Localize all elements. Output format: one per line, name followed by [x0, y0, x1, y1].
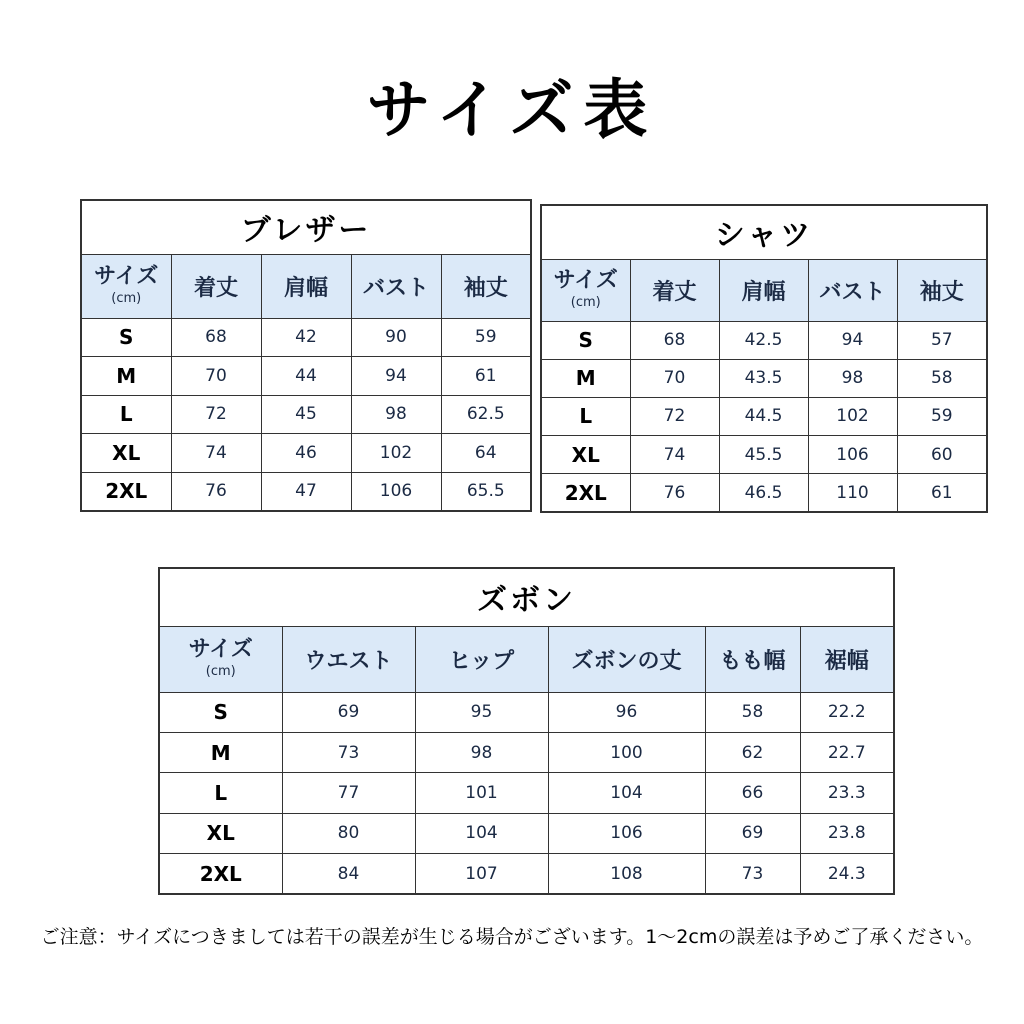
table-cell: 69 [282, 692, 415, 732]
size-label: 2XL [541, 474, 630, 512]
table-cell: 45 [261, 395, 351, 434]
table-cell: 74 [630, 436, 719, 474]
table-cell: 69 [705, 813, 800, 853]
table-row [81, 318, 531, 357]
column-header: ウエスト [282, 626, 415, 692]
shirt-table-title: シャツ [541, 205, 987, 259]
table-cell: 66 [705, 773, 800, 813]
table-row [541, 359, 987, 397]
blazer-size-header [81, 254, 171, 318]
size-label: S [81, 318, 171, 357]
table-cell: 101 [415, 773, 548, 813]
table-row [159, 854, 894, 894]
table-cell: 70 [630, 359, 719, 397]
table-cell: 43.5 [719, 359, 808, 397]
shirt-size-table [540, 204, 988, 513]
table-cell: 59 [441, 318, 531, 357]
table-cell: 65.5 [441, 472, 531, 511]
table-cell: 76 [630, 474, 719, 512]
table-cell: 104 [415, 813, 548, 853]
table-row [159, 813, 894, 853]
size-label: L [81, 395, 171, 434]
table-cell: 74 [171, 434, 261, 473]
table-row [81, 395, 531, 434]
table-cell: 47 [261, 472, 351, 511]
table-cell: 96 [548, 692, 705, 732]
blazer-table-title: ブレザー [81, 200, 531, 254]
table-cell: 62.5 [441, 395, 531, 434]
table-cell: 73 [282, 732, 415, 772]
table-cell: 106 [548, 813, 705, 853]
table-cell: 72 [171, 395, 261, 434]
table-cell: 76 [171, 472, 261, 511]
table-cell: 44.5 [719, 397, 808, 435]
table-cell: 23.8 [800, 813, 894, 853]
table-cell: 100 [548, 732, 705, 772]
table-cell: 90 [351, 318, 441, 357]
table-cell: 62 [705, 732, 800, 772]
blazer-size-table [80, 199, 532, 512]
size-label: S [159, 692, 282, 732]
pants-size-table [158, 567, 895, 895]
table-cell: 106 [351, 472, 441, 511]
unit-label: (cm) [570, 295, 601, 310]
table-cell: 73 [705, 854, 800, 894]
table-cell: 22.2 [800, 692, 894, 732]
column-header: バスト [351, 254, 441, 318]
column-header: 着丈 [171, 254, 261, 318]
table-cell: 58 [705, 692, 800, 732]
size-label: XL [159, 813, 282, 853]
size-label: M [159, 732, 282, 772]
table-cell: 60 [897, 436, 987, 474]
table-row [159, 773, 894, 813]
table-cell: 77 [282, 773, 415, 813]
table-cell: 58 [897, 359, 987, 397]
table-cell: 102 [351, 434, 441, 473]
table-cell: 72 [630, 397, 719, 435]
column-header: 着丈 [630, 259, 719, 321]
table-cell: 94 [351, 357, 441, 396]
table-cell: 24.3 [800, 854, 894, 894]
table-cell: 45.5 [719, 436, 808, 474]
size-label: XL [541, 436, 630, 474]
size-label: 2XL [81, 472, 171, 511]
table-cell: 70 [171, 357, 261, 396]
table-cell: 68 [630, 321, 719, 359]
column-header: 肩幅 [719, 259, 808, 321]
table-cell: 98 [808, 359, 897, 397]
size-label: 2XL [159, 854, 282, 894]
column-header: 袖丈 [441, 254, 531, 318]
column-header: ヒップ [415, 626, 548, 692]
table-cell: 95 [415, 692, 548, 732]
size-label: S [541, 321, 630, 359]
table-cell: 22.7 [800, 732, 894, 772]
table-row [81, 472, 531, 511]
size-label: M [81, 357, 171, 396]
pants-table-title: ズボン [159, 568, 894, 626]
table-cell: 84 [282, 854, 415, 894]
column-header: 裾幅 [800, 626, 894, 692]
unit-label: (cm) [205, 664, 236, 679]
column-header: バスト [808, 259, 897, 321]
table-cell: 46.5 [719, 474, 808, 512]
column-header: 肩幅 [261, 254, 351, 318]
table-cell: 104 [548, 773, 705, 813]
table-cell: 61 [897, 474, 987, 512]
table-cell: 64 [441, 434, 531, 473]
column-header: ズボンの丈 [548, 626, 705, 692]
table-cell: 107 [415, 854, 548, 894]
table-cell: 98 [415, 732, 548, 772]
size-label: XL [81, 434, 171, 473]
size-label: M [541, 359, 630, 397]
table-cell: 102 [808, 397, 897, 435]
table-cell: 108 [548, 854, 705, 894]
size-note: ご注意：サイズにつきましては若干の誤差が生じる場合がございます。1〜2cmの誤差は予めご了承ください。 [40, 926, 984, 948]
table-cell: 106 [808, 436, 897, 474]
table-row [159, 692, 894, 732]
size-header-label: サイズ [94, 264, 159, 289]
table-cell: 59 [897, 397, 987, 435]
table-row [541, 397, 987, 435]
table-cell: 42 [261, 318, 351, 357]
size-header-label: サイズ [188, 637, 253, 662]
table-row [541, 321, 987, 359]
table-row [541, 436, 987, 474]
table-cell: 44 [261, 357, 351, 396]
table-cell: 94 [808, 321, 897, 359]
table-cell: 61 [441, 357, 531, 396]
column-header: もも幅 [705, 626, 800, 692]
size-label: L [159, 773, 282, 813]
size-header-label: サイズ [553, 268, 618, 293]
table-cell: 98 [351, 395, 441, 434]
unit-label: (cm) [111, 291, 142, 306]
table-row [81, 357, 531, 396]
shirt-size-header [541, 259, 630, 321]
table-cell: 46 [261, 434, 351, 473]
table-cell: 23.3 [800, 773, 894, 813]
column-header: 袖丈 [897, 259, 987, 321]
table-cell: 68 [171, 318, 261, 357]
table-cell: 80 [282, 813, 415, 853]
table-row [159, 732, 894, 772]
size-label: L [541, 397, 630, 435]
table-cell: 57 [897, 321, 987, 359]
table-cell: 42.5 [719, 321, 808, 359]
table-row [541, 474, 987, 512]
table-cell: 110 [808, 474, 897, 512]
page-title: サイズ表 [366, 74, 658, 148]
table-row [81, 434, 531, 473]
pants-size-header [159, 626, 282, 692]
